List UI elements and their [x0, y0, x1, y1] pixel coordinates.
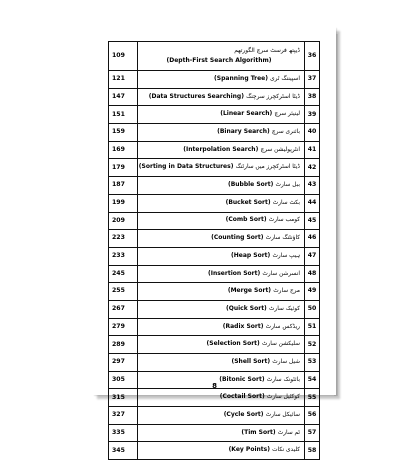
entry-urdu-title: بائٹونک سارٹ — [266, 376, 300, 383]
page-ref: 169 — [109, 141, 138, 159]
entry-english-title: (Cycle Sort) — [223, 411, 264, 418]
entry-title — [138, 265, 305, 283]
table-row — [109, 106, 320, 124]
table-row — [109, 318, 320, 336]
entry-number: 50 — [305, 300, 320, 318]
entry-title — [138, 177, 305, 195]
entry-title — [138, 212, 305, 230]
entry-number: 56 — [305, 407, 320, 425]
entry-english-title: (Binary Search) — [217, 128, 270, 135]
page-ref: 345 — [109, 442, 138, 460]
entry-title — [138, 106, 305, 124]
page-ref: 327 — [109, 407, 138, 425]
entry-english-title: (Shell Sort) — [231, 357, 271, 365]
page-ref: 305 — [109, 371, 138, 389]
table-row — [109, 442, 320, 460]
entry-title — [138, 159, 305, 177]
entry-english-title: (Counting Sort) — [211, 234, 264, 242]
entry-urdu-title: ببل سارٹ — [275, 182, 300, 189]
table-row — [109, 283, 320, 301]
entry-number: 58 — [305, 442, 320, 460]
entry-urdu-title: ریڈکس سارٹ — [265, 323, 300, 330]
entry-title-line — [138, 48, 300, 55]
table-row — [109, 212, 320, 230]
entry-urdu-title: لینیئر سرچ — [274, 111, 300, 118]
page-ref: 109 — [109, 42, 138, 71]
entry-number: 46 — [305, 230, 320, 248]
entry-english-title: (Heap Sort) — [231, 251, 271, 259]
entry-urdu-title: اسپیننگ ٹری — [270, 75, 300, 82]
entry-english-title: (Interpolation Search) — [183, 145, 259, 153]
entry-urdu-title: بکٹ سارٹ — [272, 199, 300, 206]
toc-body — [109, 42, 320, 460]
page-ref: 179 — [109, 159, 138, 177]
book-page — [93, 27, 336, 454]
entry-number: 37 — [305, 71, 320, 89]
entry-english-title: (Depth-First Search Algorithm) — [166, 56, 272, 64]
table-row — [109, 194, 320, 212]
entry-number: 55 — [305, 389, 320, 407]
entry-english-title: (Bitonic Sort) — [219, 375, 265, 383]
entry-urdu-title: ڈیپتھ فرسٹ سرچ الگورتھم — [234, 48, 300, 54]
entry-urdu-title: بائنری سرچ — [271, 129, 300, 135]
table-row — [109, 71, 320, 89]
entry-english-title: (Spanning Tree) — [214, 74, 268, 82]
entry-urdu-title: مرج سارٹ — [273, 288, 300, 295]
table-row — [109, 88, 320, 106]
entry-english-title: (Linear Search) — [220, 110, 273, 118]
entry-number: 49 — [305, 283, 320, 301]
entry-number: 38 — [305, 88, 320, 106]
entry-number: 51 — [305, 318, 320, 336]
entry-urdu-title: کلیدی نکات — [272, 447, 300, 454]
page-ref: 267 — [109, 300, 138, 318]
entry-number: 54 — [305, 371, 320, 389]
entry-title — [138, 389, 305, 407]
page-ref: 315 — [109, 389, 138, 407]
entry-english-title: (Radix Sort) — [222, 322, 264, 330]
entry-number: 42 — [305, 159, 320, 177]
table-row — [109, 389, 320, 407]
page-ref: 233 — [109, 247, 138, 265]
entry-english-title: (Data Structures Searching) — [148, 92, 244, 100]
entry-number: 43 — [305, 177, 320, 195]
entry-urdu-title: کوئیک سارٹ — [268, 305, 300, 312]
table-row — [109, 177, 320, 195]
table-row — [109, 336, 320, 354]
entry-title — [138, 442, 305, 460]
entry-urdu-title: انٹرپولیشن سرچ — [260, 146, 300, 153]
table-row — [109, 124, 320, 142]
entry-urdu-title: شیل سارٹ — [272, 358, 300, 365]
entry-urdu-title: سائیکل سارٹ — [265, 412, 300, 418]
entry-title — [138, 336, 305, 354]
table-row — [109, 159, 320, 177]
entry-title — [138, 141, 305, 159]
entry-urdu-title: ڈیٹا اسٹرکچرز سرچنگ — [246, 93, 300, 100]
entry-title — [138, 354, 305, 372]
entry-english-title: (Bucket Sort) — [225, 198, 271, 206]
page-ref: 209 — [109, 212, 138, 230]
table-row — [109, 424, 320, 442]
page-ref: 223 — [109, 230, 138, 248]
entry-number: 57 — [305, 424, 320, 442]
table-of-contents — [108, 41, 320, 460]
entry-number: 39 — [305, 106, 320, 124]
entry-urdu-title: ڈیٹا اسٹرکچرز میں سارٹنگ — [235, 164, 300, 171]
entry-title — [138, 194, 305, 212]
entry-english-title: (Quick Sort) — [225, 304, 267, 312]
entry-english-title: (Bubble Sort) — [227, 181, 274, 189]
page-ref: 151 — [109, 106, 138, 124]
entry-title — [138, 300, 305, 318]
entry-number: 53 — [305, 354, 320, 372]
entry-urdu-title: ٹم سارٹ — [277, 429, 300, 436]
entry-number: 44 — [305, 194, 320, 212]
page-ref: 255 — [109, 283, 138, 301]
entry-english-title: (Comb Sort) — [225, 216, 267, 224]
entry-title — [138, 42, 305, 71]
entry-english-title: (Insertion Sort) — [207, 269, 261, 277]
table-row — [109, 247, 320, 265]
entry-title — [138, 71, 305, 89]
entry-title-line — [138, 58, 300, 64]
page-ref: 245 — [109, 265, 138, 283]
entry-english-title: (Key Points) — [228, 446, 270, 454]
table-row — [109, 141, 320, 159]
entry-urdu-title: کاؤنٹنگ سارٹ — [265, 235, 300, 242]
page-number: 8 — [212, 382, 217, 390]
entry-english-title: (Selection Sort) — [206, 340, 260, 348]
entry-english-title: (Sorting in Data Structures) — [138, 163, 234, 171]
entry-number: 36 — [305, 42, 320, 71]
table-row — [109, 300, 320, 318]
entry-title — [138, 283, 305, 301]
table-row — [109, 354, 320, 372]
page-ref: 335 — [109, 424, 138, 442]
entry-english-title: (Merge Sort) — [227, 287, 272, 295]
entry-title — [138, 247, 305, 265]
page-ref: 121 — [109, 71, 138, 89]
entry-urdu-title: کوکٹیل سارٹ — [266, 394, 300, 401]
page-ref: 199 — [109, 194, 138, 212]
entry-urdu-title: سلیکشن سارٹ — [261, 341, 300, 348]
entry-number: 40 — [305, 124, 320, 142]
entry-english-title: (Tim Sort) — [241, 428, 276, 436]
entry-number: 45 — [305, 212, 320, 230]
entry-number: 52 — [305, 336, 320, 354]
entry-title — [138, 230, 305, 248]
page-ref: 297 — [109, 354, 138, 372]
entry-title — [138, 88, 305, 106]
entry-title — [138, 407, 305, 425]
page-ref: 289 — [109, 336, 138, 354]
table-row — [109, 265, 320, 283]
entry-urdu-title: کومب سارٹ — [268, 217, 300, 224]
entry-title — [138, 318, 305, 336]
entry-number: 41 — [305, 141, 320, 159]
page-ref: 159 — [109, 124, 138, 142]
entry-urdu-title: انسرشن سارٹ — [262, 270, 300, 277]
entry-english-title: (Coctail Sort) — [219, 393, 265, 401]
table-row — [109, 42, 320, 71]
table-row — [109, 230, 320, 248]
page-ref: 187 — [109, 177, 138, 195]
entry-number: 48 — [305, 265, 320, 283]
page-ref: 147 — [109, 88, 138, 106]
page-ref: 279 — [109, 318, 138, 336]
table-row — [109, 407, 320, 425]
entry-number: 47 — [305, 247, 320, 265]
entry-title — [138, 124, 305, 142]
entry-title — [138, 424, 305, 442]
entry-urdu-title: ہیپ سارٹ — [272, 252, 300, 259]
